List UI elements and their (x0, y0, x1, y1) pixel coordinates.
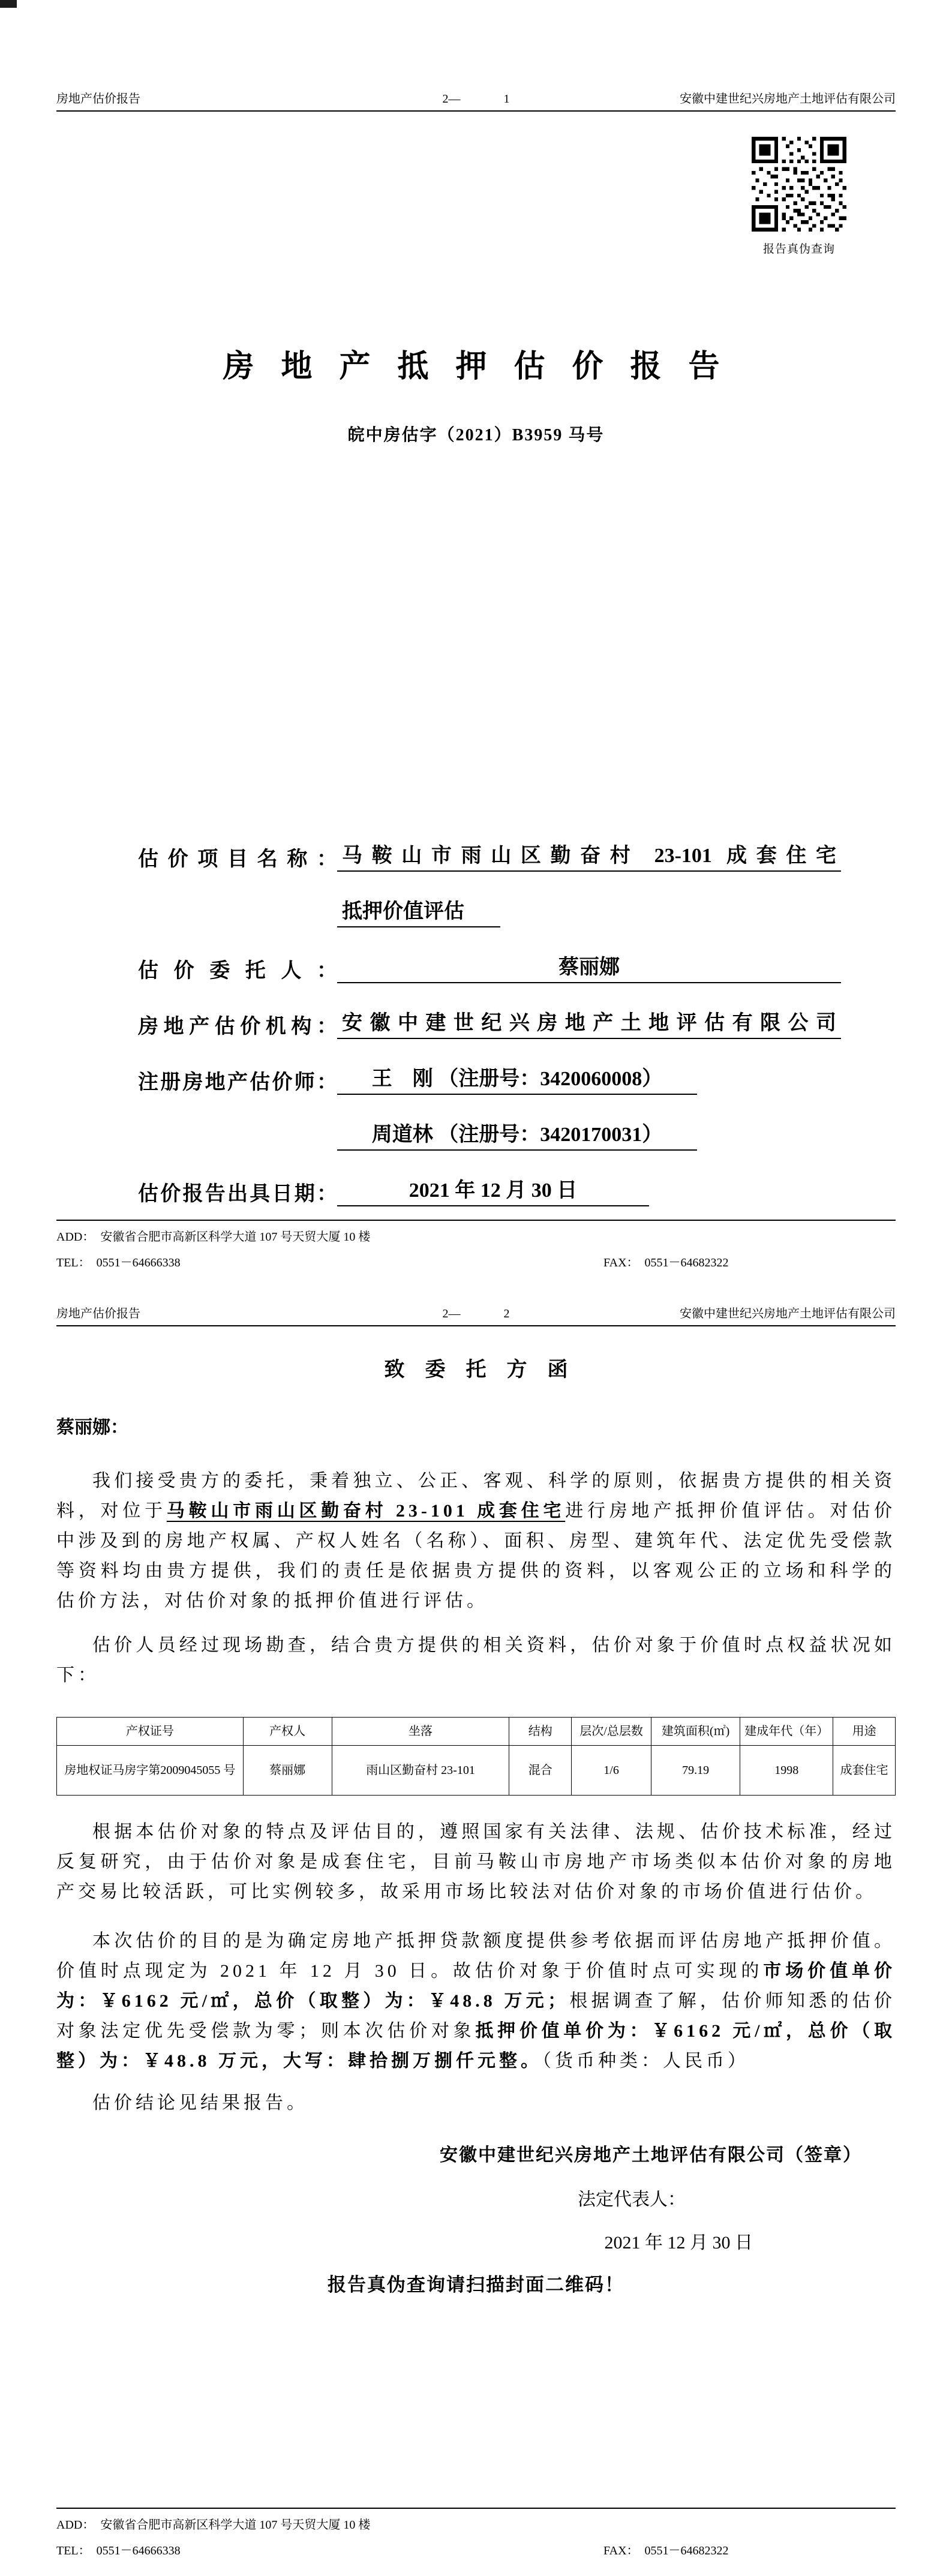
footer-contacts (56, 1253, 896, 1270)
footer-tel: TEL： 0551－64666338 (56, 1256, 181, 1269)
table-header-row (57, 1718, 896, 1746)
signature-date: 2021 年 12 月 30 日 (604, 2233, 753, 2253)
cell-floor: 1/6 (572, 1746, 651, 1796)
field-client (138, 950, 896, 983)
field-label-project: 估价项目名称： (138, 848, 337, 870)
field-value-appraiser-1: 王 刚 （注册号：3420060008） (337, 1062, 697, 1095)
para4-market-value: 市场价值单价为：￥6162 元/㎡，总价（取整）为：￥48.8 万元； (56, 1961, 896, 2011)
col-header-area: 建筑面积(㎡) (651, 1718, 740, 1746)
letter-page (0, 1288, 952, 2576)
col-header-year-built: 建成年代（年） (740, 1718, 833, 1746)
col-header-structure: 结构 (509, 1718, 572, 1746)
header-company-name: 安徽中建世纪兴房地产土地评估有限公司 (680, 1307, 896, 1320)
footer-tel: TEL： 0551－64666338 (56, 2544, 181, 2557)
para4-middle: 根据调查了解，估价师知悉的估价对象法定优先受偿款为零；则本次估价对象 (56, 1991, 896, 2041)
letter-paragraph-4 (56, 1926, 896, 2076)
page-number-value: 1 (503, 92, 510, 106)
cell-location: 雨山区勤奋村 23-101 (332, 1746, 509, 1796)
para1-property-name: 马鞍山市雨山区勤奋村 23-101 成套住宅 (166, 1501, 566, 1521)
para1-rest: 进行房地产抵押价值评估。对估价中涉及到的房地产权属、产权人姓名（名称）、面积、房型、建筑年代、法定优先受偿款等资料均由贵方提供，我们的责任是依据贵方提供的资料，以客观公正的立场和科学的估价方法，对估价对象的抵押价值进行评估。 (56, 1501, 896, 1611)
qr-caption: 报告真伪查询 (762, 243, 835, 256)
footer-contacts (56, 2541, 896, 2558)
letter-title: 致 委 托 方 函 (384, 1359, 568, 1381)
field-value-report-date: 2021 年 12 月 30 日 (337, 1173, 649, 1206)
field-report-date (138, 1173, 896, 1206)
report-doc-number: 皖中房估字（2021）B3959 马号 (347, 426, 605, 445)
footer-address: ADD： 安徽省合肥市高新区科学大道 107 号天贸大厦 10 楼 (56, 1230, 371, 1244)
footer-address: ADD： 安徽省合肥市高新区科学大道 107 号天贸大厦 10 楼 (56, 2518, 371, 2532)
page-number-value: 2 (503, 1307, 510, 1320)
para4-currency: （货币种类：人民币） (542, 2051, 749, 2071)
page-footer (56, 2508, 896, 2558)
field-value-project: 马鞍山市雨山区勤奋村 23-101 成套住宅 (337, 839, 841, 872)
page-number-prefix: 2— (442, 92, 461, 106)
scan-artifact (0, 0, 17, 8)
letter-paragraph-5: 估价结论见结果报告。 (92, 2093, 308, 2113)
property-rights-table (56, 1717, 896, 1796)
header-doc-title: 房地产估价报告 (56, 92, 140, 106)
col-header-location: 坐落 (332, 1718, 509, 1746)
para4-mortgage-value: 抵押价值单价为：￥6162 元/㎡，总价（取整）为：￥48.8 万元，大写：肆拾捌万捌仟元整。 (56, 2021, 896, 2071)
field-label-appraiser: 注册房地产估价师： (138, 1071, 337, 1094)
cell-cert-no: 房地权证马房字第2009045055 号 (57, 1746, 244, 1796)
letter-paragraph-2: 估价人员经过现场勘查，结合贵方提供的相关资料，估价对象于价值时点权益状况如下： (56, 1635, 896, 1685)
letter-salutation: 蔡丽娜： (56, 1418, 128, 1437)
page-number-prefix: 2— (442, 1307, 461, 1320)
report-title: 房 地 产 抵 押 估 价 报 告 (223, 350, 729, 384)
col-header-floor: 层次/总层数 (572, 1718, 651, 1746)
table-row (57, 1746, 896, 1796)
signature-legal-rep: 法定代表人： (578, 2190, 686, 2209)
page-number (443, 1307, 510, 1321)
field-agency (138, 1006, 896, 1039)
field-label-agency: 房地产估价机构： (138, 1016, 337, 1038)
field-appraiser-1 (138, 1062, 896, 1095)
footer-fax: FAX： 0551－64682322 (603, 1256, 729, 1269)
qr-verification-block (752, 137, 846, 256)
field-value-appraiser-2: 周道林 （注册号：3420170031） (337, 1118, 697, 1151)
cell-owner: 蔡丽娜 (243, 1746, 332, 1796)
col-header-cert-no: 产权证号 (57, 1718, 244, 1746)
cell-structure: 混合 (509, 1746, 572, 1796)
cell-area: 79.19 (651, 1746, 740, 1796)
para4-lead: 本次估价的目的是为确定房地产抵押贷款额度提供参考依据而评估房地产抵押价值。价值时点现定为 2021 年 12 月 30 日。故估价对象于价值时点可实现的 (56, 1931, 896, 1981)
field-appraiser-2 (138, 1118, 896, 1151)
page-header (56, 89, 896, 112)
field-label-client: 估价委托人： (138, 960, 337, 982)
footer-fax: FAX： 0551－64682322 (603, 2544, 729, 2557)
field-value-agency: 安徽中建世纪兴房地产土地评估有限公司 (337, 1006, 841, 1039)
header-doc-title: 房地产估价报告 (56, 1307, 140, 1320)
scan-qr-note: 报告真伪查询请扫描封面二维码！ (328, 2274, 624, 2295)
cell-year-built: 1998 (740, 1746, 833, 1796)
header-company-name: 安徽中建世纪兴房地产土地评估有限公司 (680, 92, 896, 106)
cell-use: 成套住宅 (833, 1746, 896, 1796)
para1-lead: 我们接受贵方的委托，秉着独立、公正、客观、科学的原则，依据贵方提供的相关资料，对位于 (56, 1471, 896, 1521)
letter-paragraph-1 (56, 1466, 896, 1616)
letter-paragraph-3: 根据本估价对象的特点及评估目的，遵照国家有关法律、法规、估价技术标准，经过反复研究，由于估价对象是成套住宅，目前马鞍山市房地产市场类似本估价对象的房地产交易比较活跃，可比实例较多，故采用市场比较法对估价对象的市场价值进行估价。 (56, 1822, 896, 1902)
field-project-name (138, 839, 896, 872)
page-footer (56, 1220, 896, 1270)
field-value-project-line2: 抵押价值评估 (337, 894, 500, 927)
page-number (443, 92, 510, 106)
cover-fields (56, 839, 896, 1206)
page-header (56, 1304, 896, 1326)
col-header-use: 用途 (833, 1718, 896, 1746)
field-label-report-date: 估价报告出具日期： (138, 1183, 337, 1205)
signature-company: 安徽中建世纪兴房地产土地评估有限公司（签章） (440, 2145, 862, 2165)
field-value-client: 蔡丽娜 (337, 950, 841, 983)
qr-code (752, 137, 846, 232)
field-project-name-line2 (138, 894, 896, 927)
col-header-owner: 产权人 (243, 1718, 332, 1746)
